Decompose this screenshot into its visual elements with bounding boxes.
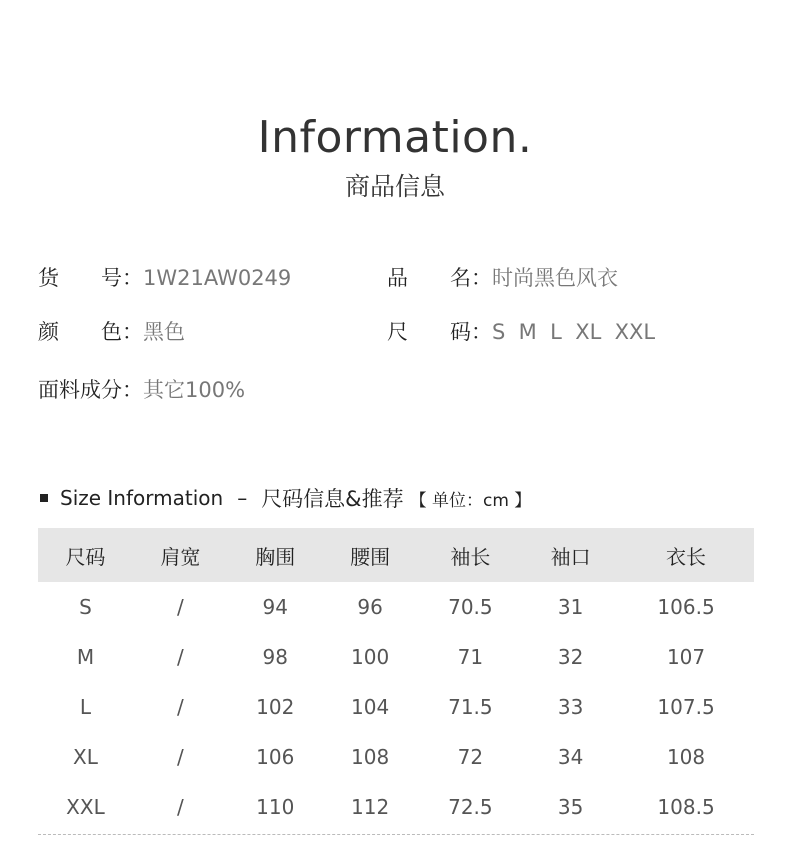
cell-size: XXL <box>66 795 105 819</box>
cell-chest: 110 <box>256 795 295 819</box>
size-section-title-en: Size Information <box>60 486 224 510</box>
table-row <box>38 782 754 832</box>
cell-sleeve-length: 71.5 <box>448 695 493 719</box>
size-label: 尺 码： <box>387 320 492 344</box>
cell-chest: 106 <box>256 745 295 769</box>
cell-shoulder: / <box>176 695 184 719</box>
cell-cuff: 31 <box>557 595 584 619</box>
bottom-divider <box>38 834 754 835</box>
header-length: 衣长 <box>618 528 754 582</box>
cell-waist: 108 <box>351 745 390 769</box>
cell-sleeve-length: 72.5 <box>448 795 493 819</box>
size-section-heading <box>40 484 531 512</box>
item-number-value: 1W21AW0249 <box>143 266 292 290</box>
cell-waist: 112 <box>351 795 390 819</box>
cell-shoulder: / <box>176 645 184 669</box>
cell-shoulder: / <box>176 745 184 769</box>
cell-length: 108.5 <box>657 795 715 819</box>
header-waist: 腰围 <box>323 528 418 582</box>
fabric-row <box>38 374 245 404</box>
cell-cuff: 32 <box>557 645 584 669</box>
table-row <box>38 632 754 682</box>
cell-sleeve-length: 70.5 <box>448 595 493 619</box>
cell-length: 107.5 <box>657 695 715 719</box>
product-name-label: 品 名： <box>387 266 492 290</box>
item-number-row <box>38 262 291 292</box>
cell-chest: 94 <box>262 595 288 619</box>
size-table <box>38 528 754 832</box>
cell-shoulder: / <box>176 795 184 819</box>
table-row <box>38 732 754 782</box>
cell-length: 106.5 <box>657 595 715 619</box>
page-title: Information. <box>257 112 533 163</box>
cell-length: 108 <box>666 745 706 769</box>
color-row <box>38 316 185 346</box>
size-value: S M L XL XXL <box>492 320 656 344</box>
size-section-unit: 【 单位：cm 】 <box>409 490 532 511</box>
item-number-label: 货 号： <box>38 266 143 290</box>
cell-waist: 96 <box>357 595 383 619</box>
cell-chest: 98 <box>262 645 288 669</box>
square-bullet-icon <box>40 494 48 502</box>
header-shoulder: 肩宽 <box>133 528 228 582</box>
cell-waist: 104 <box>351 695 390 719</box>
cell-waist: 100 <box>351 645 390 669</box>
table-row <box>38 682 754 732</box>
fabric-label: 面料成分： <box>38 378 143 402</box>
color-label: 颜 色： <box>38 320 143 344</box>
cell-chest: 102 <box>256 695 295 719</box>
cell-size: M <box>76 645 95 669</box>
cell-sleeve-length: 72 <box>457 745 484 769</box>
header-size: 尺码 <box>38 528 133 582</box>
cell-cuff: 34 <box>557 745 584 769</box>
table-header-row <box>38 528 754 582</box>
table-row <box>38 582 754 632</box>
size-section-dash: – <box>237 486 248 510</box>
cell-size: XL <box>73 745 98 769</box>
page-subtitle: 商品信息 <box>344 172 445 201</box>
cell-sleeve-length: 71 <box>457 645 484 669</box>
size-row <box>387 316 655 346</box>
product-name-row <box>387 262 618 292</box>
cell-cuff: 35 <box>557 795 584 819</box>
fabric-value: 其它100% <box>143 378 246 402</box>
header-sleeve-length: 袖长 <box>418 528 524 582</box>
cell-cuff: 33 <box>557 695 584 719</box>
cell-length: 107 <box>666 645 706 669</box>
size-section-title-cn: 尺码信息&推荐 <box>261 487 404 511</box>
cell-size: L <box>79 695 92 719</box>
color-value: 黑色 <box>143 320 185 344</box>
cell-size: S <box>79 595 92 619</box>
header-chest: 胸围 <box>228 528 323 582</box>
product-name-value: 时尚黑色风衣 <box>492 266 618 290</box>
cell-shoulder: / <box>176 595 184 619</box>
header-cuff: 袖口 <box>523 528 618 582</box>
